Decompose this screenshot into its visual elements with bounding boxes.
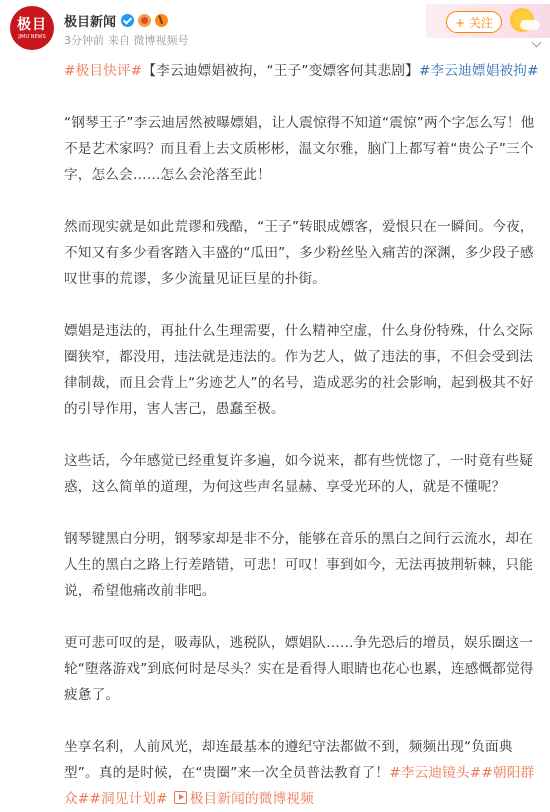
follow-button[interactable]: + 关注 <box>446 11 502 33</box>
paragraph-last <box>64 734 542 812</box>
avatar[interactable] <box>10 6 54 50</box>
post-source[interactable]: 来自 微博视频号 <box>108 34 189 47</box>
post-header <box>0 0 550 58</box>
verified-icon <box>121 14 134 27</box>
paragraph-text: 坐享名利，人前风光，却连最基本的遵纪守法都做不到，频频出现“负面典型”。真的是时候，在“贵圈”来一次全员普法教育了！ <box>64 739 513 781</box>
paragraph: “钢琴王子”李云迪居然被曝嫖娼，让人震惊得不知道“震惊”两个字怎么写！他不是艺术家吗？而且看上去文质彬彬，温文尔雅，脑门上都写着“贵公子”三个字，怎么会……怎么会沦落至此！ <box>64 115 535 183</box>
play-icon <box>174 791 187 804</box>
badge-icon[interactable] <box>138 14 151 27</box>
topic-link[interactable]: #李云迪镜头# <box>389 765 482 781</box>
cloud-icon <box>520 20 540 30</box>
post-time[interactable]: 3分钟前 <box>64 34 104 47</box>
topic-link[interactable]: #李云迪嫖娼被拘# <box>418 63 539 79</box>
chevron-down-icon[interactable] <box>532 38 542 48</box>
topic-link[interactable]: #极目快评# <box>64 63 143 79</box>
video-link[interactable] <box>168 791 314 807</box>
post-title-line <box>64 58 542 84</box>
video-link-label: 极目新闻的微博视频 <box>189 791 314 807</box>
topic-link[interactable]: #洞见计划# <box>89 791 168 807</box>
paragraph: 然而现实就是如此荒谬和残酷，“王子”转眼成嫖客，爱恨只在一瞬间。今夜，不知又有多少看客踏入丰盛的“瓜田”，多少粉丝坠入痛苦的深渊，多少段子感叹世事的荒谬，多少流量见证巨星的扑街。 <box>64 219 534 287</box>
avatar-logo-subtext: JIMU NEWS <box>18 33 46 40</box>
guitar-icon[interactable] <box>153 12 170 29</box>
avatar-logo-text: 极目 <box>17 16 47 33</box>
paragraph: 更可悲可叹的是，吸毒队，逃税队，嫖娼队……争先恐后的增员，娱乐圈这一轮“堕落游戏”到底何时是尽头？实在是看得人眼睛也花心也累，连感慨都觉得疲惫了。 <box>64 635 534 703</box>
topic-link[interactable]: #朝阳群众# <box>64 765 535 807</box>
paragraph: 嫖娼是违法的，再扯什么生理需要，什么精神空虚，什么身份特殊，什么交际圈狭窄，都没用，违法就是违法的。作为艺人，做了违法的事，不但会受到法律制裁，而且会背上“劣迹艺人”的名号，造成恶劣的社会影响，起到极其不好的引导作用，害人害己，愚蠢至极。 <box>64 323 534 417</box>
paragraph: 这些话，今年感觉已经重复许多遍，如今说来，都有些恍惚了，一时竟有些疑惑，这么简单的道理，为何这些声名显赫、享受光环的人，就是不懂呢？ <box>64 453 533 495</box>
post-body <box>64 58 542 812</box>
paragraph: 钢琴键黑白分明，钢琴家却是非不分，能够在音乐的黑白之间行云流水，却在人生的黑白之路上行差踏错，可悲！可叹！事到如今，无法再披荆斩棘，只能说，希望他痛改前非吧。 <box>64 531 533 599</box>
post-title: 【李云迪嫖娼被拘，“王子”变嫖客何其悲剧】 <box>142 63 419 79</box>
author-name[interactable]: 极目新闻 <box>64 14 117 30</box>
post-meta <box>64 32 189 48</box>
author-row <box>64 11 168 29</box>
